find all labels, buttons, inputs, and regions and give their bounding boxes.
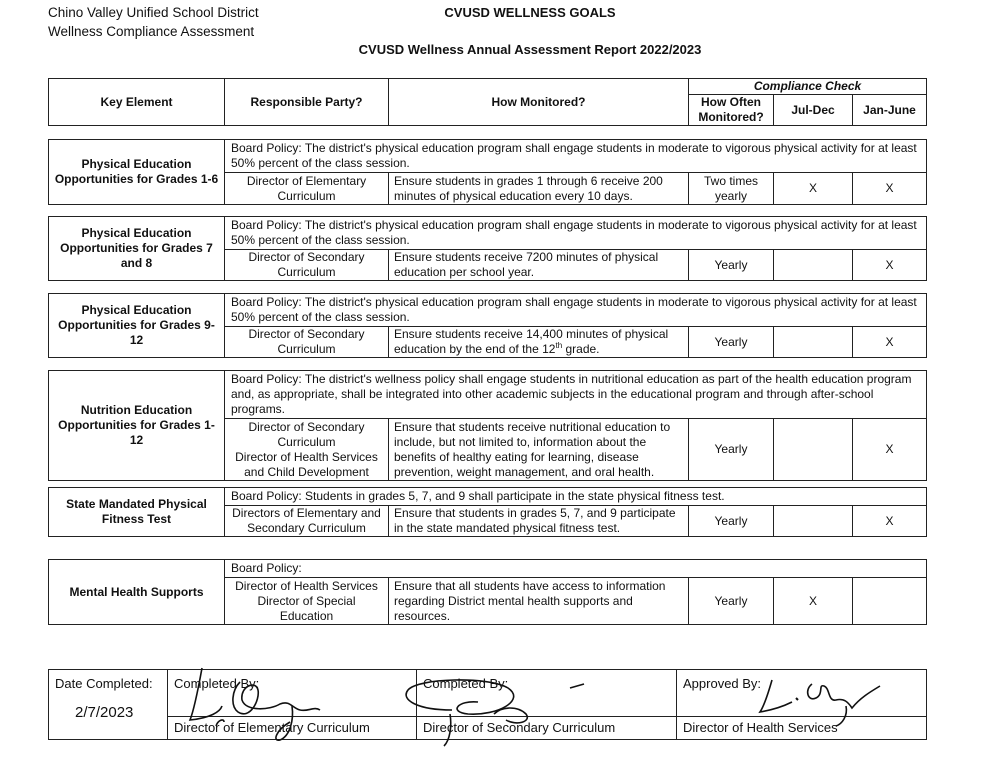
report-title: CVUSD Wellness Annual Assessment Report 2022/2023	[358, 42, 702, 57]
section-pe-1-6	[48, 139, 927, 205]
responsible-party-2: Director of Health Services and Child Development	[235, 449, 378, 479]
jul-dec-check: X	[774, 173, 853, 205]
how-monitored: Ensure students in grades 1 through 6 receive 200 minutes of physical education every 10 days.	[389, 173, 689, 205]
jan-june-check: X	[853, 419, 927, 481]
section-fitness-test	[48, 487, 927, 537]
board-policy: Board Policy: The district's physical education program shall engage students in moderate to vigorous physical activity for at least 50% percent of the class session.	[225, 294, 927, 327]
col-jul-dec: Jul-Dec	[774, 95, 853, 126]
how-monitored-text-end: grade.	[562, 342, 600, 356]
how-monitored: Ensure that students in grades 5, 7, and 9 participate in the state mandated physical fitness test.	[389, 506, 689, 537]
col-key-element: Key Element	[49, 79, 225, 126]
responsible-party: Director of Elementary Curriculum	[225, 173, 389, 205]
col-how-often: How Often Monitored?	[689, 95, 774, 126]
date-completed-label: Date Completed:	[55, 676, 153, 691]
responsible-party-1: Director of Secondary Curriculum	[248, 419, 365, 449]
jul-dec-check	[774, 419, 853, 481]
section-pe-9-12	[48, 293, 927, 358]
jan-june-check	[853, 578, 927, 625]
document-subtitle: Wellness Compliance Assessment	[48, 24, 255, 39]
signer-role-elementary: Director of Elementary Curriculum	[174, 720, 370, 735]
board-policy: Board Policy: Students in grades 5, 7, and 9 shall participate in the state physical fitness test.	[225, 488, 927, 506]
board-policy: Board Policy: The district's wellness policy shall engage students in nutritional education as part of the health education program and, as appropriate, shall be integrated into other academic subjects in the educational program and through after-school programs.	[225, 371, 927, 419]
goals-title: CVUSD WELLNESS GOALS	[444, 5, 616, 20]
how-often: Yearly	[689, 506, 774, 537]
ordinal-suffix: th	[555, 341, 563, 350]
board-policy: Board Policy: The district's physical education program shall engage students in moderate to vigorous physical activity for at least 50% percent of the class session.	[225, 140, 927, 173]
column-header-table	[48, 78, 927, 126]
how-monitored: Ensure students receive 7200 minutes of physical education per school year.	[389, 250, 689, 281]
responsible-party: Directors of Elementary and Secondary Curriculum	[225, 506, 389, 537]
section-nutrition	[48, 370, 927, 481]
col-responsible: Responsible Party?	[225, 79, 389, 126]
how-often: Yearly	[689, 419, 774, 481]
board-policy: Board Policy: The district's physical education program shall engage students in moderate to vigorous physical activity for at least 50% percent of the class session.	[225, 217, 927, 250]
col-jan-june: Jan-June	[853, 95, 927, 126]
district-name: Chino Valley Unified School District	[48, 5, 259, 20]
how-often: Yearly	[689, 578, 774, 625]
responsible-party: Director of Secondary Curriculum	[225, 250, 389, 281]
jul-dec-check: X	[774, 578, 853, 625]
approved-by-label: Approved By:	[683, 676, 762, 691]
jan-june-check: X	[853, 327, 927, 358]
key-element: Physical Education Opportunities for Grades 1-6	[49, 140, 225, 205]
responsible-party-2: Director of Special Education	[257, 593, 356, 623]
how-often: Yearly	[689, 250, 774, 281]
responsible-party-1: Director of Health Services	[235, 578, 378, 593]
section-pe-7-8	[48, 216, 927, 281]
key-element: Nutrition Education Opportunities for Grades 1-12	[49, 371, 225, 481]
board-policy: Board Policy:	[225, 560, 927, 578]
section-mental-health	[48, 559, 927, 625]
key-element: State Mandated Physical Fitness Test	[49, 488, 225, 537]
responsible-party	[225, 419, 389, 481]
completed-by-label: Completed By:	[423, 676, 509, 691]
jan-june-check: X	[853, 506, 927, 537]
key-element: Physical Education Opportunities for Grades 9-12	[49, 294, 225, 358]
signature-table	[48, 669, 927, 740]
jul-dec-check	[774, 506, 853, 537]
jul-dec-check	[774, 250, 853, 281]
completed-by-elementary-cell	[168, 670, 417, 740]
date-completed-value: 2/7/2023	[75, 704, 134, 721]
how-often: Yearly	[689, 327, 774, 358]
key-element: Mental Health Supports	[49, 560, 225, 625]
jan-june-check: X	[853, 250, 927, 281]
signer-role-health: Director of Health Services	[683, 720, 838, 735]
responsible-party: Director of Secondary Curriculum	[225, 327, 389, 358]
jan-june-check: X	[853, 173, 927, 205]
date-completed-cell	[49, 670, 168, 740]
how-often: Two times yearly	[689, 173, 774, 205]
key-element: Physical Education Opportunities for Grades 7 and 8	[49, 217, 225, 281]
signer-role-secondary: Director of Secondary Curriculum	[423, 720, 616, 735]
completed-by-label: Completed By:	[174, 676, 260, 691]
completed-by-secondary-cell	[417, 670, 677, 740]
responsible-party	[225, 578, 389, 625]
how-monitored: Ensure that students receive nutritional education to include, but not limited to, information about the benefits of healthy eating for learning, disease prevention, weight management, and oral health.	[389, 419, 689, 481]
how-monitored: Ensure that all students have access to information regarding District mental health supports and resources.	[389, 578, 689, 625]
how-monitored	[389, 327, 689, 358]
col-compliance-check: Compliance Check	[689, 79, 927, 95]
col-monitored: How Monitored?	[389, 79, 689, 126]
approved-by-cell	[677, 670, 927, 740]
how-monitored-text: Ensure students receive 14,400 minutes of physical education by the end of the 12	[394, 327, 669, 356]
jul-dec-check	[774, 327, 853, 358]
